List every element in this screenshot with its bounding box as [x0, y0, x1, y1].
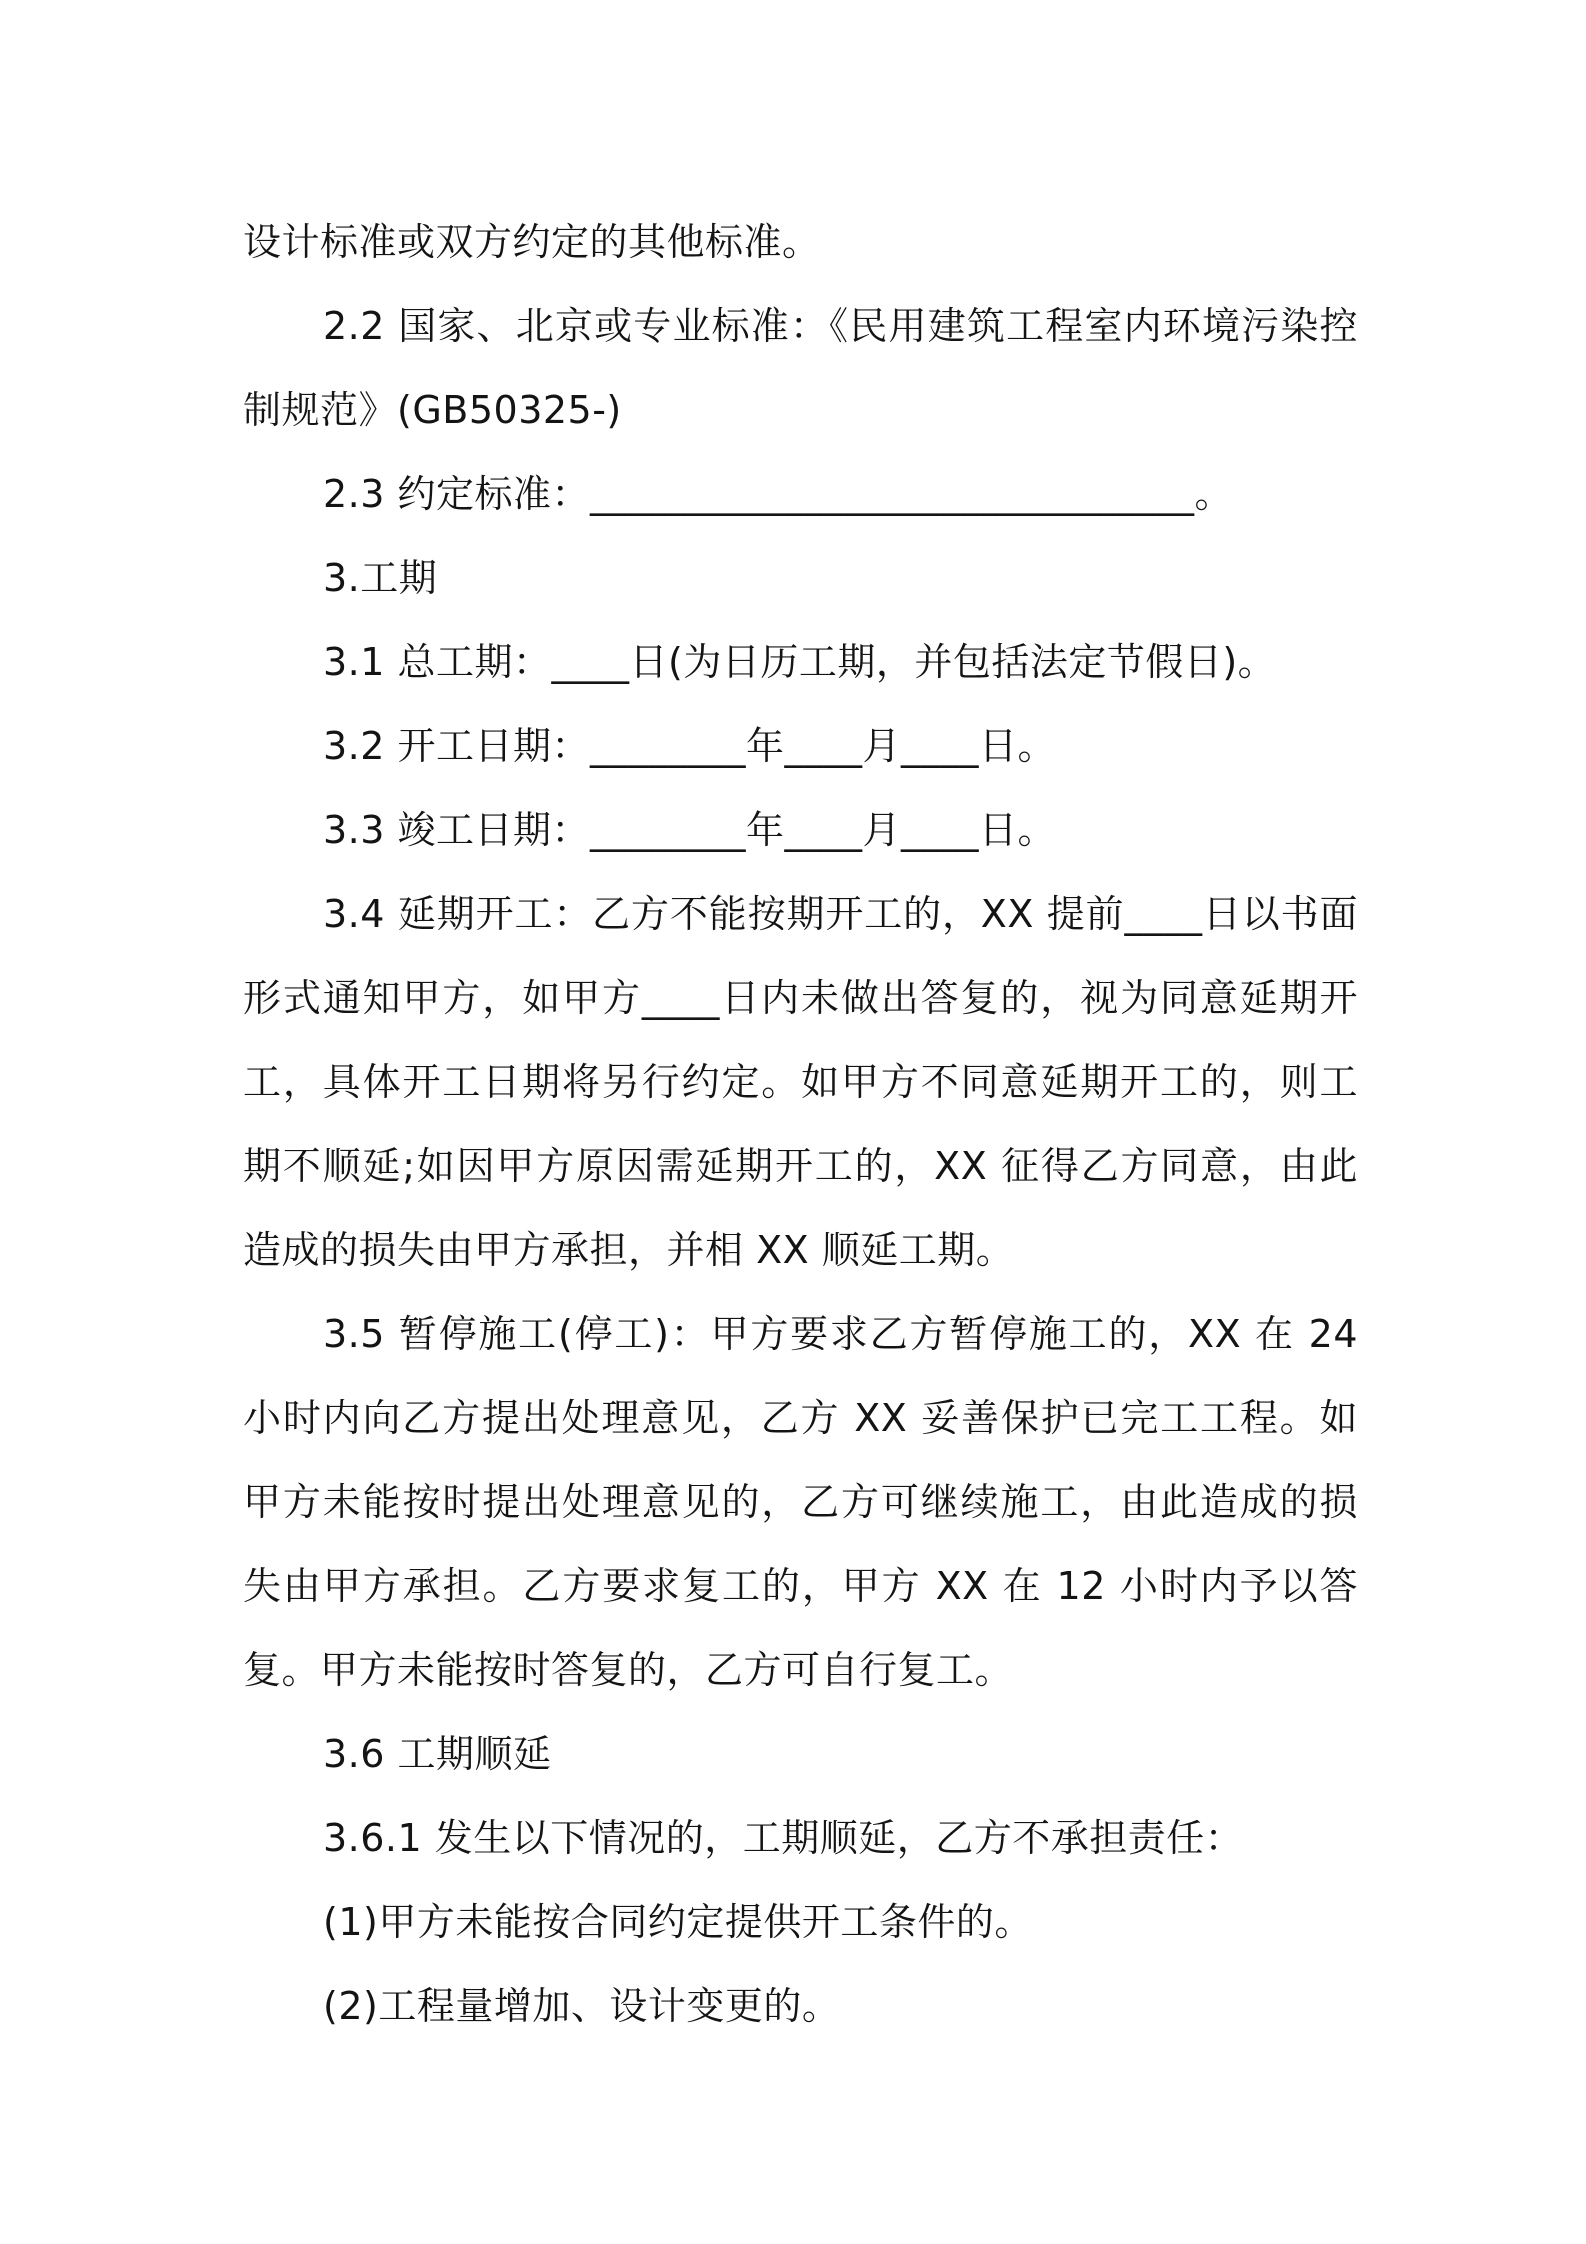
heading-3-construction-period: 3.工期	[323, 556, 438, 600]
paragraph-design-standard-tail: 设计标准或双方约定的其他标准。	[243, 220, 821, 264]
paragraph-3-1-total-period: 3.1 总工期：____日(为日历工期，并包括法定节假日)。	[323, 640, 1277, 684]
paragraph-3-6-1-conditions: 3.6.1 发生以下情况的，工期顺延，乙方不承担责任：	[323, 1816, 1244, 1860]
paragraph-3-4-delayed-start: 3.4 延期开工：乙方不能按期开工的，XX 提前____日以书面形式通知甲方，如甲方____日内未做出答复的，视为同意延期开工，具体开工日期将另行约定。如甲方不同意延期开工的，则工期不顺延;如因甲方原因需延期开工的，XX 征得乙方同意，由此造成的损失由甲方承担，并相 XX 顺延工期。	[243, 892, 1358, 1272]
paragraph-3-3-completion-date: 3.3 竣工日期：________年____月____日。	[323, 808, 1057, 852]
paragraph-2-2-national-standard: 2.2 国家、北京或专业标准：《民用建筑工程室内环境污染控制规范》(GB50325-)	[243, 304, 1358, 432]
heading-3-6-extension: 3.6 工期顺延	[323, 1732, 552, 1776]
list-item-2: (2)工程量增加、设计变更的。	[323, 1984, 841, 2028]
paragraph-3-5-suspension: 3.5 暂停施工(停工)：甲方要求乙方暂停施工的，XX 在 24 小时内向乙方提出处理意见，乙方 XX 妥善保护已完工工程。如甲方未能按时提出处理意见的，乙方可继续施工，由此造成的损失由甲方承担。乙方要求复工的，甲方 XX 在 12 小时内予以答复。甲方未能按时答复的，乙方可自行复工。	[243, 1312, 1358, 1692]
paragraph-2-3-agreed-standard: 2.3 约定标准：_______________________________。	[323, 472, 1234, 516]
list-item-1: (1)甲方未能按合同约定提供开工条件的。	[323, 1900, 1033, 1944]
document-body	[243, 200, 1358, 2048]
paragraph-3-2-start-date: 3.2 开工日期：________年____月____日。	[323, 724, 1057, 768]
